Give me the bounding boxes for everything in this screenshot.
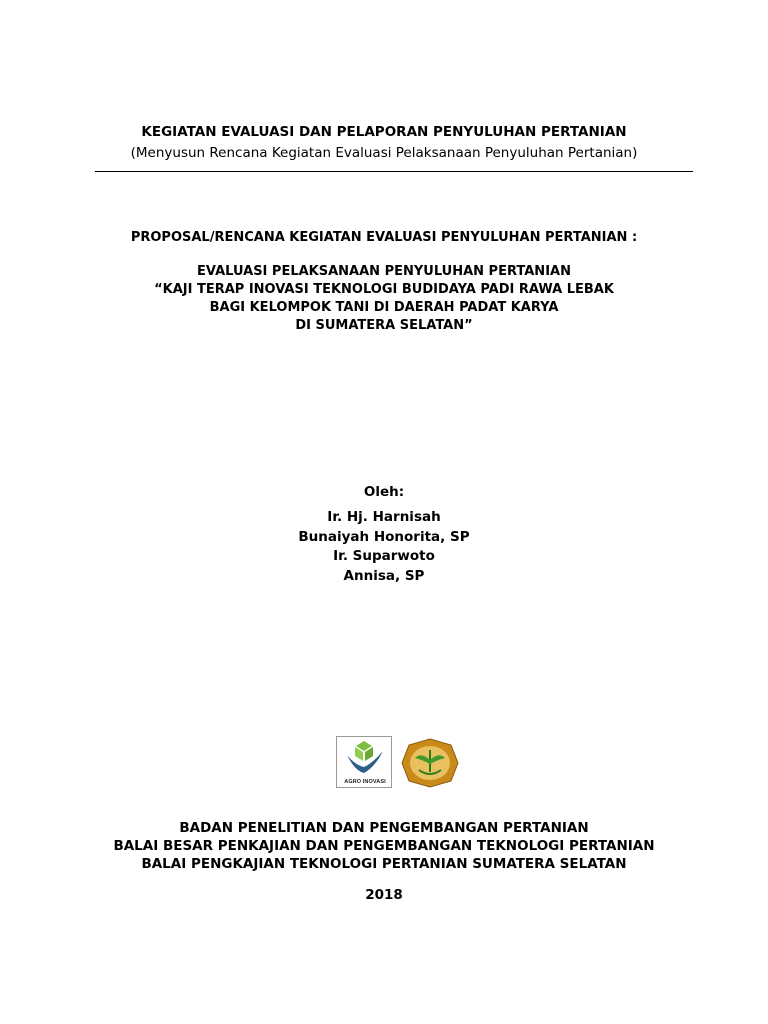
agro-inovasi-text: AGRO INOVASI: [344, 779, 386, 785]
author-name: Ir. Suparwoto: [333, 548, 435, 564]
proposal-title-line: EVALUASI PELAKSANAAN PENYULUHAN PERTANIAN: [197, 264, 571, 279]
author-name: Annisa, SP: [343, 568, 425, 584]
agro-inovasi-logo: [336, 736, 392, 788]
author-name: Ir. Hj. Harnisah: [327, 509, 441, 525]
kementan-logo-icon: [401, 738, 459, 788]
authors-label: Oleh:: [363, 484, 405, 500]
proposal-title-line: DI SUMATERA SELATAN”: [295, 318, 473, 333]
author-name: Bunaiyah Honorita, SP: [298, 529, 470, 545]
document-title: KEGIATAN EVALUASI DAN PELAPORAN PENYULUHAN PERTANIAN: [141, 124, 627, 140]
proposal-title-line: BAGI KELOMPOK TANI DI DAERAH PADAT KARYA: [209, 300, 559, 315]
proposal-title-line: “KAJI TERAP INOVASI TEKNOLOGI BUDIDAYA PADI RAWA LEBAK: [154, 282, 614, 297]
header-divider: [95, 171, 693, 172]
agro-inovasi-icon: [337, 737, 391, 777]
institution-line: BALAI BESAR PENKAJIAN DAN PENGEMBANGAN TEKNOLOGI PERTANIAN: [113, 838, 655, 854]
publication-year: 2018: [365, 887, 403, 903]
document-subtitle: (Menyusun Rencana Kegiatan Evaluasi Pelaksanaan Penyuluhan Pertanian): [130, 145, 638, 161]
proposal-heading: PROPOSAL/RENCANA KEGIATAN EVALUASI PENYULUHAN PERTANIAN :: [130, 230, 638, 245]
institution-line: BALAI PENGKAJIAN TEKNOLOGI PERTANIAN SUMATERA SELATAN: [141, 856, 627, 872]
institution-line: BADAN PENELITIAN DAN PENGEMBANGAN PERTANIAN: [179, 820, 589, 836]
